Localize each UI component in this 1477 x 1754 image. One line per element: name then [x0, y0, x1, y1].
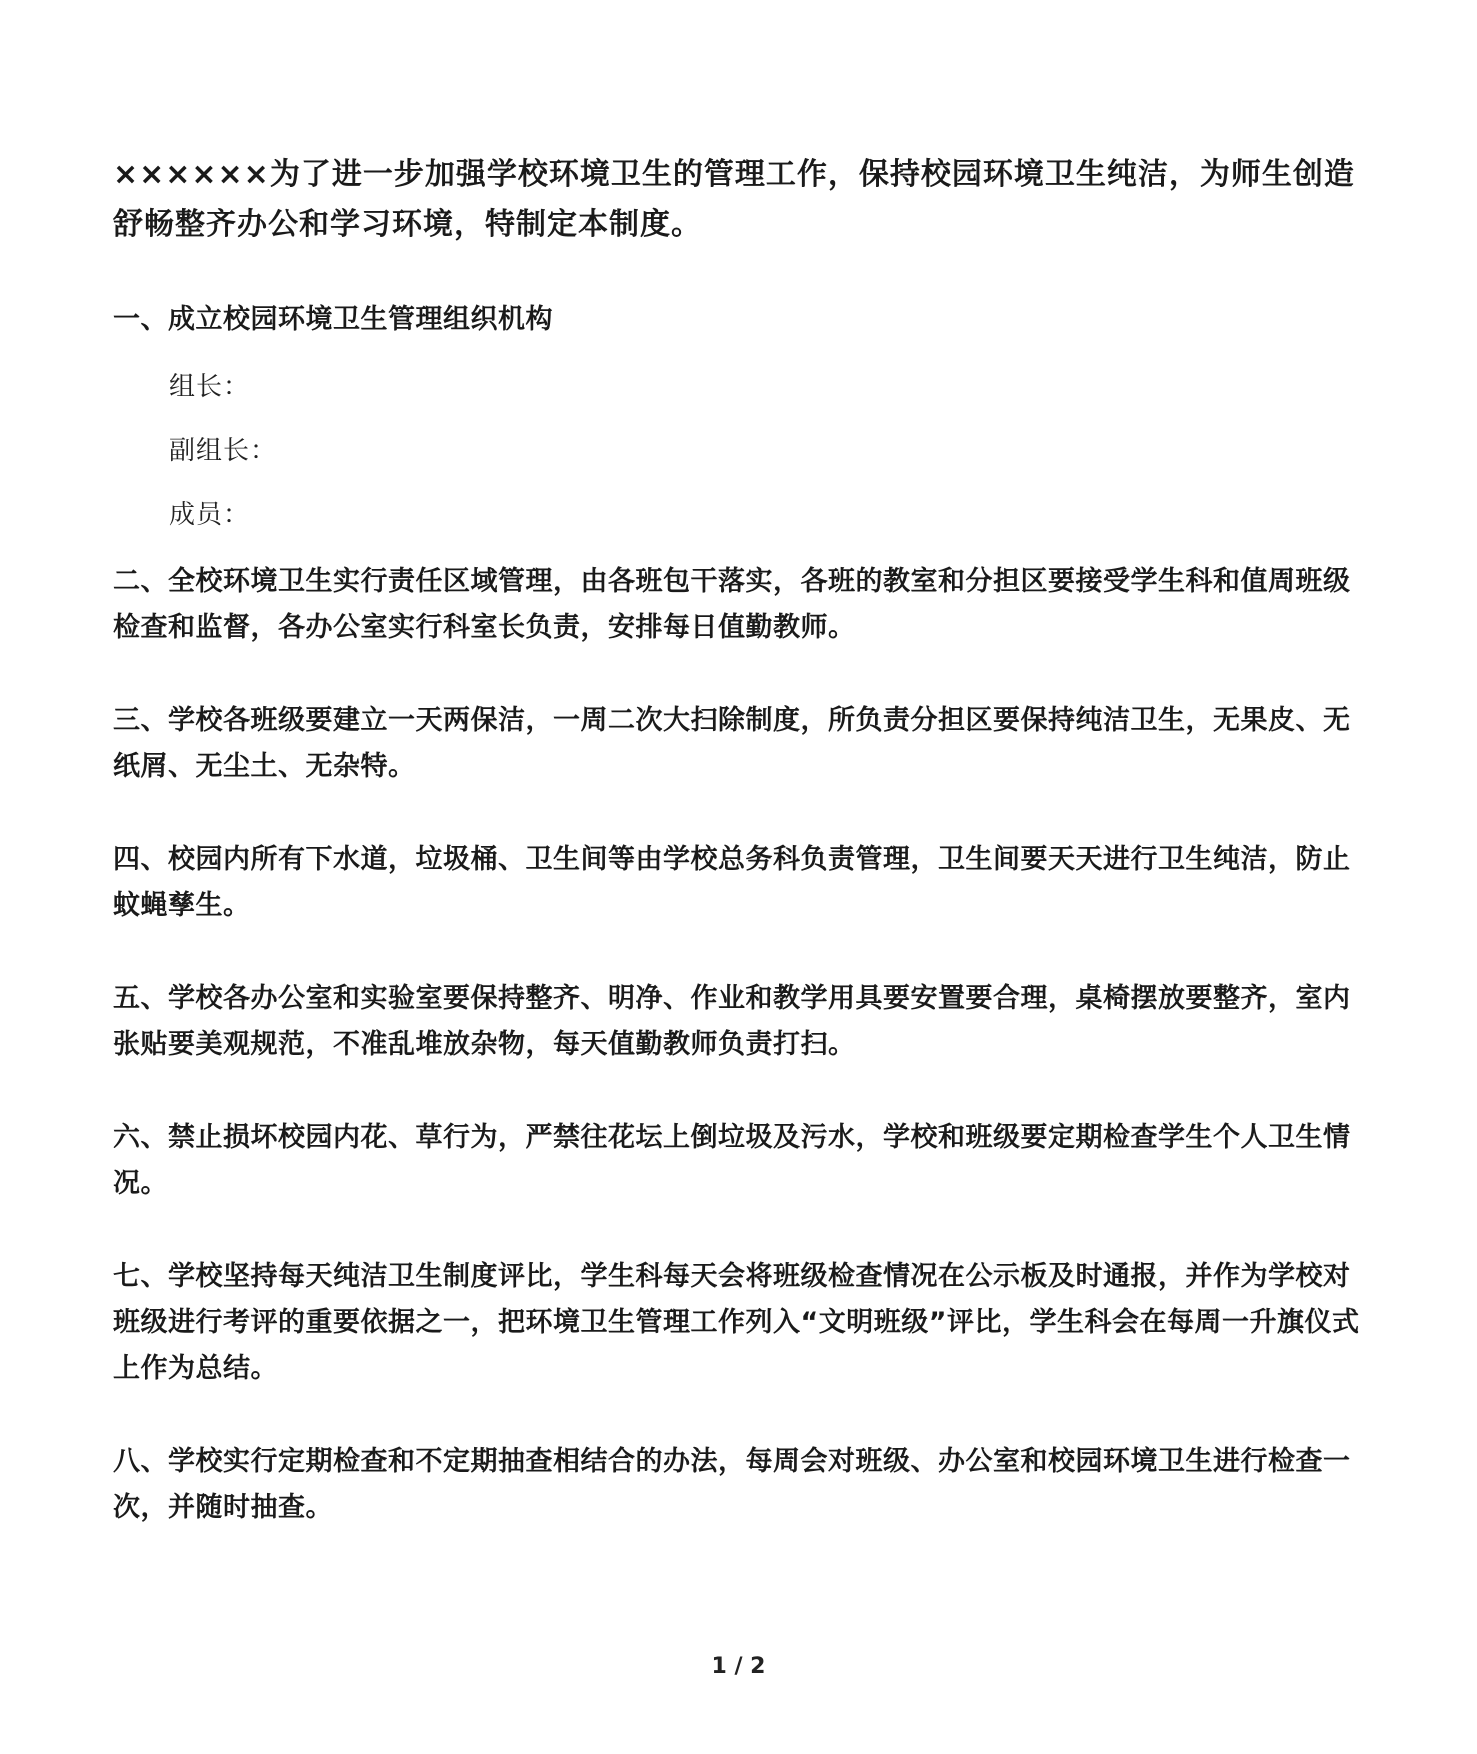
section-paragraph-4: 四、校园内所有下水道，垃圾桶、卫生间等由学校总务科负责管理，卫生间要天天进行卫生纯洁，防止蚊蝇孳生。: [113, 844, 1351, 921]
section-paragraph-2: 二、全校环境卫生实行责任区域管理，由各班包干落实，各班的教室和分担区要接受学生科和值周班级检查和监督，各办公室实行科室长负责，安排每日值勤教师。: [113, 566, 1351, 643]
page-number: 1 / 2: [711, 1654, 766, 1679]
section-heading-organization: 一、成立校园环境卫生管理组织机构: [113, 304, 553, 335]
section-paragraph-3: 三、学校各班级要建立一天两保洁，一周二次大扫除制度，所负责分担区要保持纯洁卫生，无果皮、无纸屑、无尘土、无杂特。: [113, 705, 1351, 782]
organization-roles: [113, 367, 1365, 535]
role-deputy-leader: 副组长：: [169, 436, 278, 466]
intro-paragraph: ××××××为了进一步加强学校环境卫生的管理工作，保持校园环境卫生纯洁，为师生创造舒畅整齐办公和学习环境，特制定本制度。: [113, 157, 1355, 242]
section-paragraph-6: 六、禁止损坏校园内花、草行为，严禁往花坛上倒垃圾及污水，学校和班级要定期检查学生个人卫生情况。: [113, 1122, 1351, 1199]
section-paragraph-5: 五、学校各办公室和实验室要保持整齐、明净、作业和教学用具要安置要合理，桌椅摆放要整齐，室内张贴要美观规范，不准乱堆放杂物，每天值勤教师负责打扫。: [113, 983, 1351, 1060]
document-body: [113, 150, 1365, 1531]
section-paragraph-7: 七、学校坚持每天纯洁卫生制度评比，学生科每天会将班级检查情况在公示板及时通报，并作为学校对班级进行考评的重要依据之一，把环境卫生管理工作列入“文明班级”评比，学生科会在每周一升旗仪式上作为总结。: [113, 1261, 1360, 1384]
role-leader: 组长：: [169, 372, 251, 402]
role-members: 成员：: [169, 500, 251, 530]
section-paragraph-8: 八、学校实行定期检查和不定期抽查相结合的办法，每周会对班级、办公室和校园环境卫生进行检查一次，并随时抽查。: [113, 1446, 1351, 1523]
